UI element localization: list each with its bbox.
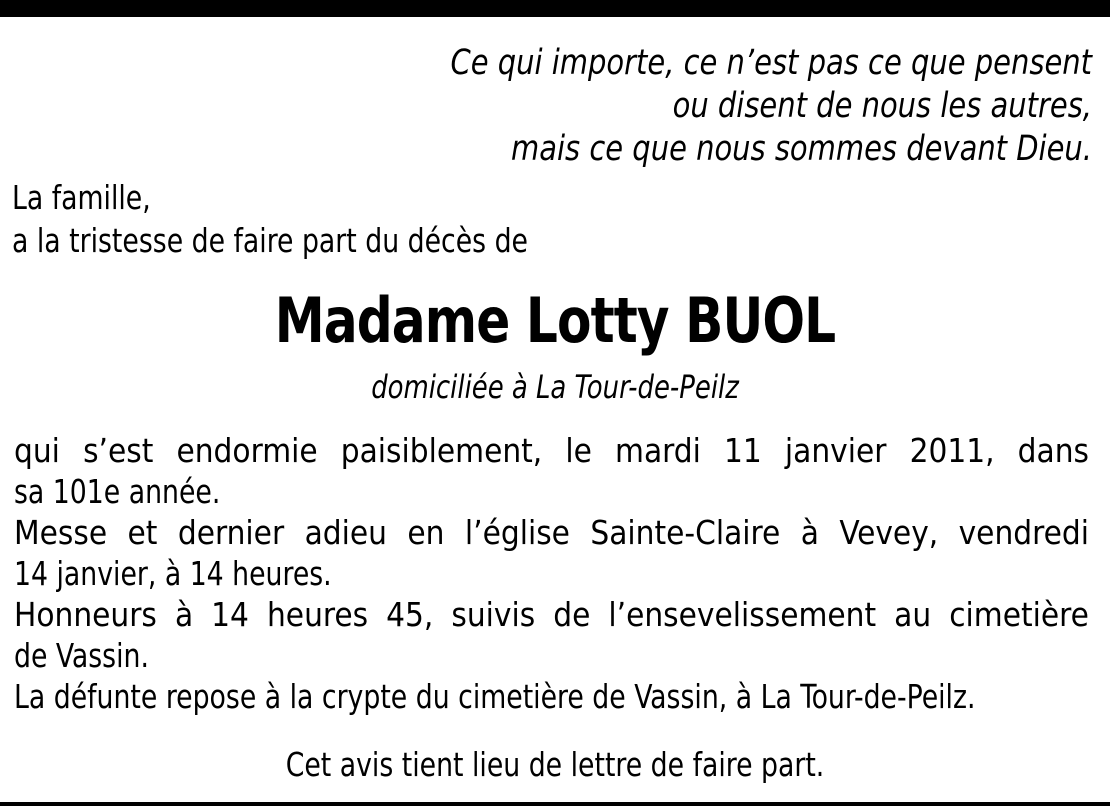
- word: et: [127, 513, 158, 552]
- notice-body: [14, 430, 1089, 717]
- word: 11: [723, 431, 762, 470]
- quote-line: Ce qui importe, ce n’est pas ce que pensent: [450, 43, 1092, 83]
- justified-line: [14, 594, 1089, 635]
- paragraph-line: de Vassin.: [14, 636, 149, 675]
- family-intro: [12, 176, 528, 262]
- word: au: [894, 595, 932, 634]
- deceased-name: Madame Lotty BUOL: [274, 284, 836, 357]
- word: heures: [266, 595, 369, 634]
- word: s’est: [83, 431, 154, 470]
- paragraph-line: 14 janvier, à 14 heures.: [14, 554, 332, 593]
- word: endormie: [176, 431, 318, 470]
- intro-line: a la tristesse de faire part du décès de: [12, 221, 528, 260]
- word: le: [565, 431, 592, 470]
- word: vendredi: [958, 513, 1089, 552]
- paragraph-death: [14, 430, 1089, 512]
- word: l’église: [464, 513, 570, 552]
- word: suivis: [451, 595, 536, 634]
- deceased-domicile: domiciliée à La Tour-de-Peilz: [371, 368, 739, 406]
- intro-line: La famille,: [12, 178, 151, 217]
- word: Vevey,: [839, 513, 939, 552]
- word: 2011,: [909, 431, 995, 470]
- word: Honneurs: [14, 595, 157, 634]
- word: qui: [14, 431, 60, 470]
- word: dernier: [177, 513, 285, 552]
- justified-line: [14, 512, 1089, 553]
- word: janvier: [784, 431, 887, 470]
- top-border-rule: [0, 0, 1110, 17]
- word: à: [174, 595, 194, 634]
- bottom-border-rule: [0, 802, 1110, 806]
- word: adieu: [304, 513, 387, 552]
- quote-line: mais ce que nous sommes devant Dieu.: [511, 129, 1092, 169]
- word: l’ensevelissement: [608, 595, 877, 634]
- justified-line: [14, 430, 1089, 471]
- word: dans: [1017, 431, 1089, 470]
- word: mardi: [615, 431, 701, 470]
- word: 14: [211, 595, 249, 634]
- word: à: [800, 513, 819, 552]
- word: paisiblement,: [340, 431, 543, 470]
- word: Sainte-Claire: [590, 513, 781, 552]
- word: Messe: [14, 513, 108, 552]
- word: de: [553, 595, 591, 634]
- rest-note: La défunte repose à la crypte du cimetière de Vassin, à La Tour-de-Peilz.: [14, 677, 976, 716]
- paragraph-line: sa 101e année.: [14, 472, 221, 511]
- quote-line: ou disent de nous les autres,: [672, 86, 1092, 126]
- closing-note: Cet avis tient lieu de lettre de faire part.: [285, 745, 825, 784]
- word: 45,: [386, 595, 434, 634]
- epigraph-quote: [264, 42, 1092, 171]
- word: cimetière: [949, 595, 1089, 634]
- word: en: [407, 513, 445, 552]
- paragraph-mass: [14, 512, 1089, 594]
- paragraph-honours: [14, 594, 1089, 676]
